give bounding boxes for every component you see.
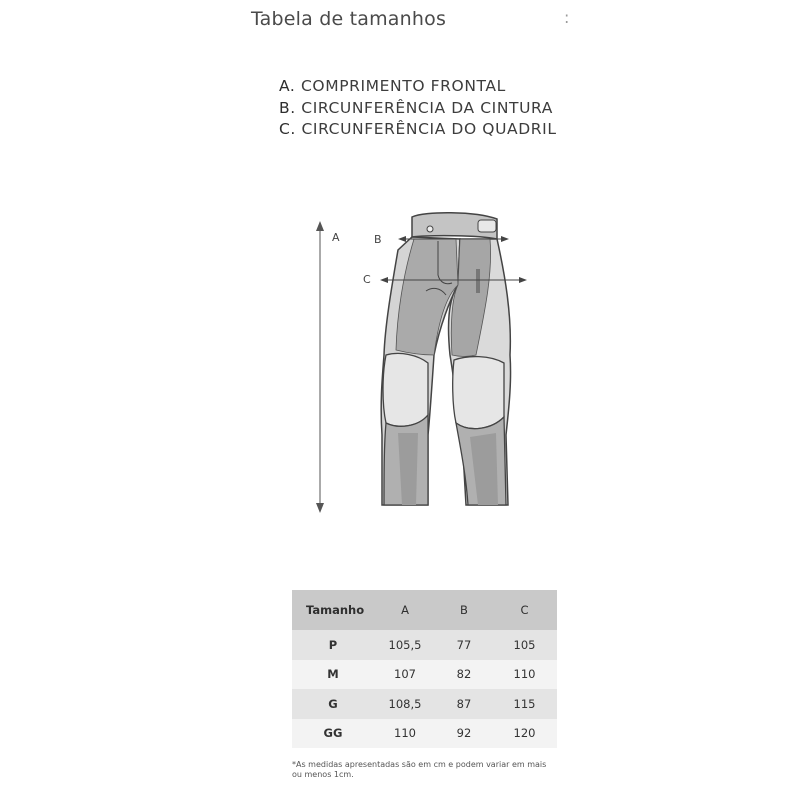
table-cell: 105: [513, 637, 536, 652]
legend-item-b: [279, 98, 557, 120]
table-cell: 107: [394, 667, 416, 682]
header-cell: B: [460, 603, 468, 617]
table-row: [292, 630, 557, 660]
table-row: [292, 719, 557, 749]
pants-diagram: [300, 205, 540, 525]
table-body: [292, 630, 557, 748]
legend-item-a: [279, 76, 557, 98]
table-cell: M: [327, 667, 339, 682]
table-cell: 108,5: [388, 696, 422, 711]
table-cell: 92: [456, 726, 472, 741]
header-cell: Tamanho: [306, 603, 365, 617]
size-table: [292, 590, 557, 748]
measurement-legend: [279, 76, 557, 141]
table-row: [292, 689, 557, 719]
label-c: C: [363, 273, 371, 286]
table-row: [292, 660, 557, 690]
label-b: B: [374, 233, 382, 246]
table-cell: 110: [394, 726, 416, 741]
header-cell: A: [401, 603, 409, 617]
table-cell: 82: [456, 667, 472, 682]
table-cell: GG: [323, 726, 343, 741]
header-cell: C: [520, 603, 529, 617]
table-cell: P: [328, 637, 338, 652]
title-mark: :: [564, 8, 570, 27]
legend-text: CIRCUNFERÊNCIA DO QUADRIL: [301, 120, 557, 138]
table-header: [292, 590, 557, 630]
pants-icon: [381, 213, 510, 505]
length-arrow: [316, 221, 324, 513]
legend-letter: B.: [279, 98, 296, 117]
legend-item-c: [279, 119, 557, 141]
table-cell: 110: [513, 667, 536, 682]
measurement-note: *As medidas apresentadas são em cm e podem variar em mais ou menos 1cm.: [292, 760, 547, 779]
legend-letter: C.: [279, 120, 296, 138]
page-title: Tabela de tamanhos: [251, 8, 447, 30]
table-cell: G: [328, 696, 338, 711]
label-a: A: [332, 231, 340, 244]
table-cell: 105,5: [388, 637, 422, 652]
legend-letter: A.: [279, 77, 296, 95]
legend-text: COMPRIMENTO FRONTAL: [301, 77, 506, 95]
table-cell: 120: [513, 726, 536, 741]
table-cell: 115: [513, 696, 536, 711]
legend-text: CIRCUNFERÊNCIA DA CINTURA: [301, 98, 553, 117]
table-cell: 87: [456, 696, 472, 711]
table-cell: 77: [456, 637, 472, 652]
